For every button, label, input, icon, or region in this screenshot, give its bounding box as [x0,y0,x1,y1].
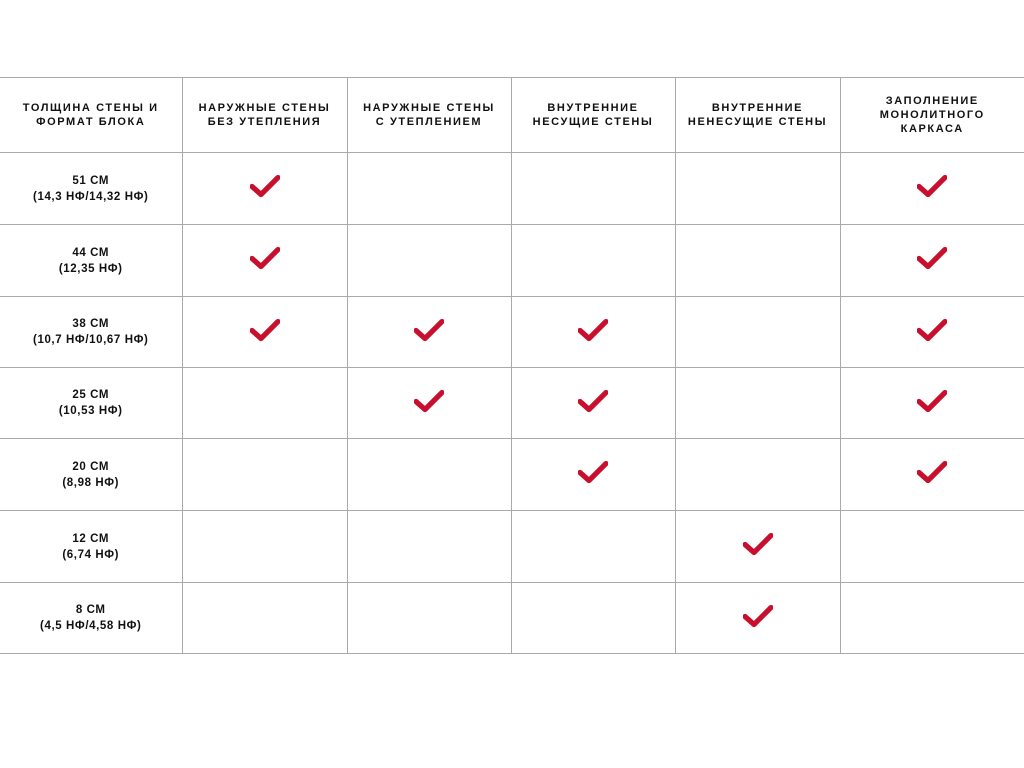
table-cell [182,583,347,654]
table-cell [840,153,1024,225]
wall-thickness: 25 СМ [72,389,110,401]
row-label [0,225,182,297]
header-exterior-with-insulation [347,78,511,153]
table-cell [347,368,511,439]
table-cell [347,439,511,511]
header-line: ВНУТРЕННИЕ [711,102,804,114]
header-line: ВНУТРЕННИЕ [547,102,639,114]
header-interior-load-bearing [511,78,675,153]
header-line: С УТЕПЛЕНИЕМ [375,116,483,128]
header-interior-non-load-bearing [675,78,840,153]
checkmark-icon [917,174,947,198]
header-line: БЕЗ УТЕПЛЕНИЯ [207,116,322,128]
header-exterior-no-insulation [182,78,347,153]
table-row [0,297,1024,368]
table-cell [675,511,840,583]
table-cell [675,368,840,439]
checkmark-icon [250,246,280,270]
checkmark-icon [917,318,947,342]
table-cell [511,153,675,225]
row-label [0,583,182,654]
header-line: ЗАПОЛНЕНИЕ [885,95,979,107]
table-row [0,153,1024,225]
table-cell [347,297,511,368]
header-line: КАРКАСА [900,123,964,135]
table-cell [182,439,347,511]
table-cell [840,297,1024,368]
header-monolithic-frame-infill [840,78,1024,153]
block-format: (6,74 НФ) [62,548,120,561]
table-row [0,439,1024,511]
checkmark-icon [578,460,608,484]
table-cell [675,153,840,225]
checkmark-icon [250,174,280,198]
table-cell [182,297,347,368]
block-format: (14,3 НФ/14,32 НФ) [33,190,149,203]
suitability-table [0,77,1024,654]
table-cell [347,511,511,583]
table-cell [840,583,1024,654]
wall-thickness: 12 СМ [72,532,110,545]
table-cell [511,511,675,583]
checkmark-icon [414,389,444,413]
table-row [0,368,1024,439]
block-format: (12,35 НФ) [58,262,123,275]
header-line: НЕНЕСУЩИЕ СТЕНЫ [687,116,828,128]
table-cell [182,153,347,225]
checkmark-icon [743,604,773,628]
table-cell [511,583,675,654]
block-format: (10,7 НФ/10,67 НФ) [33,334,149,346]
table-cell [511,297,675,368]
checkmark-icon [917,460,947,484]
wall-thickness: 38 СМ [72,318,110,330]
checkmark-icon [578,318,608,342]
header-row [0,78,1024,153]
row-label [0,511,182,583]
table-cell [840,368,1024,439]
header-line: НАРУЖНЫЕ СТЕНЫ [363,102,495,114]
wall-thickness: 8 СМ [75,604,106,616]
checkmark-icon [917,246,947,270]
row-label [0,368,182,439]
block-format: (8,98 НФ) [62,476,120,489]
table-cell [675,583,840,654]
checkmark-icon [250,318,280,342]
wall-thickness: 20 СМ [72,460,110,473]
table-row [0,511,1024,583]
table-cell [347,153,511,225]
checkmark-icon [578,389,608,413]
table-cell [182,225,347,297]
row-label [0,439,182,511]
table-cell [182,368,347,439]
table-cell [840,439,1024,511]
row-label [0,297,182,368]
block-format: (10,53 НФ) [58,405,123,417]
wall-thickness: 51 СМ [72,174,110,187]
checkmark-icon [743,532,773,556]
table-cell [511,439,675,511]
table-cell [182,511,347,583]
table-cell [675,297,840,368]
wall-thickness: 44 СМ [72,246,110,259]
table-row [0,225,1024,297]
row-label [0,153,182,225]
table-cell [675,225,840,297]
header-line: ФОРМАТ БЛОКА [36,116,146,128]
checkmark-icon [917,389,947,413]
table-cell [347,583,511,654]
header-line: НЕСУЩИЕ СТЕНЫ [532,116,654,128]
table-cell [511,368,675,439]
checkmark-icon [414,318,444,342]
block-format: (4,5 НФ/4,58 НФ) [40,620,142,632]
table-cell [511,225,675,297]
header-thickness-format [0,78,182,153]
table-cell [840,225,1024,297]
header-line: ТОЛЩИНА СТЕНЫ И [22,102,159,114]
table-row [0,583,1024,654]
header-line: МОНОЛИТНОГО [879,109,985,121]
table-cell [675,439,840,511]
table-cell [347,225,511,297]
header-line: НАРУЖНЫЕ СТЕНЫ [198,102,331,114]
table-cell [840,511,1024,583]
